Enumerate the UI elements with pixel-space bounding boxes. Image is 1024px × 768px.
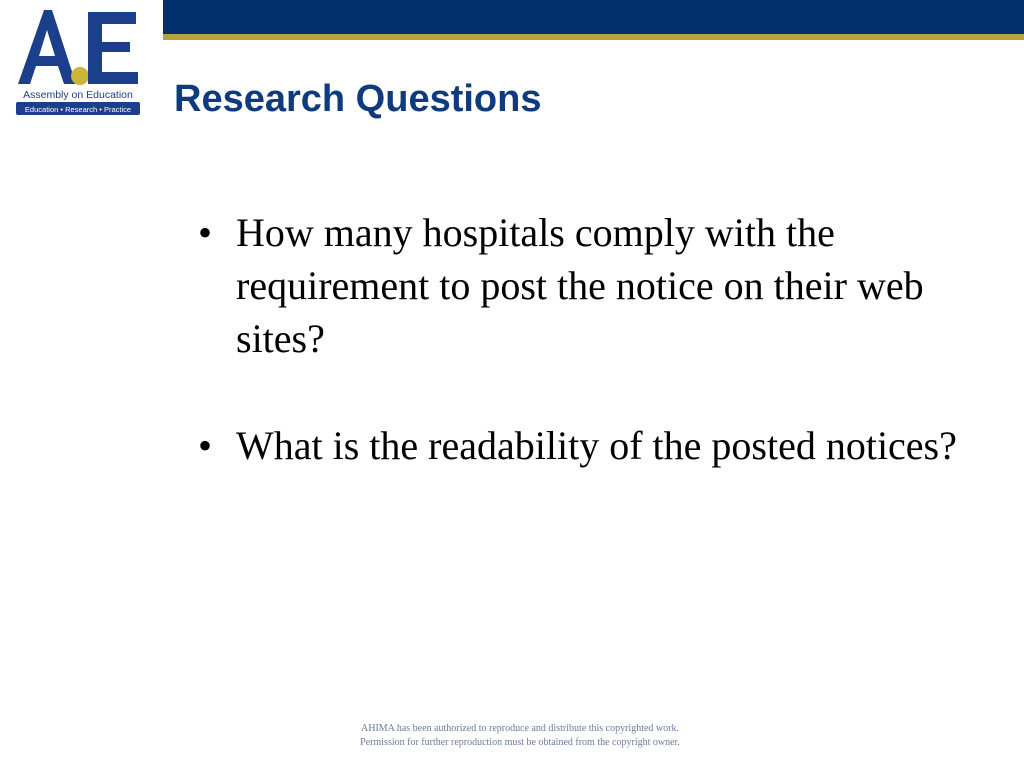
bullet-marker: • [198, 210, 213, 255]
bullet-item [198, 206, 968, 365]
assembly-on-education-logo [14, 6, 142, 118]
logo-line-1: Assembly on Education [23, 89, 133, 101]
footer-line-2: Permission for further reproduction must be obtained from the copyright owner. [360, 737, 680, 748]
logo-line-2: Education • Research • Practice [24, 105, 132, 114]
header-navy-bar [163, 0, 1024, 34]
copyright-footer [0, 722, 1024, 750]
bullet-text: How many hospitals comply with the requirement to post the notice on their web sites? [236, 210, 924, 361]
slide-title: Research Questions [174, 78, 542, 120]
bullet-item [198, 419, 968, 472]
header-gold-stripe [163, 34, 1024, 40]
bullet-text: What is the readability of the posted notices? [236, 423, 957, 468]
footer-line-1: AHIMA has been authorized to reproduce and distribute this copyrighted work. [361, 723, 679, 734]
bullet-marker: • [198, 423, 213, 468]
bullet-list [198, 206, 968, 526]
